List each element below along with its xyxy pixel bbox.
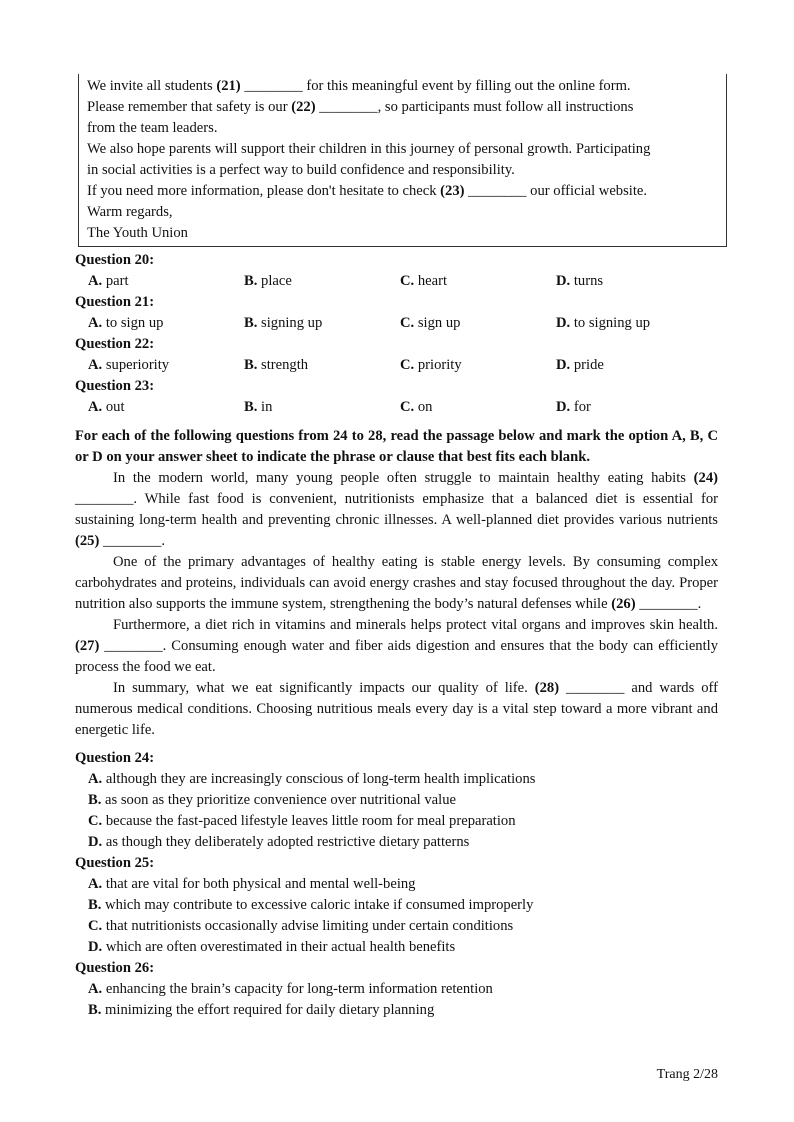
passage-paragraph: One of the primary advantages of healthy eating is stable energy levels. By consuming complex carbohydrates and proteins, individuals can avoid energy crashes and stay focused throughout the day. Proper nutrition also supports the immune system, strengthening the body’s natural defenses while (26) ________. [75,554,718,612]
question-options [75,397,718,418]
question-21 [75,292,718,334]
option-b[interactable]: B. signing up [244,315,323,331]
option-d[interactable]: D. to signing up [556,315,651,331]
letter-line: We invite all students (21) ________ for this meaningful event by filling out the online form. [87,78,631,94]
question-20 [75,250,718,292]
section-instruction: For each of the following questions from 24 to 28, read the passage below and mark the option A, B, C or D on your answer sheet to indicate the phrase or clause that best fits each blank. [75,428,718,465]
option-a[interactable]: A. although they are increasingly conscious of long-term health implications [88,771,536,787]
option-a[interactable]: A. superiority [88,357,170,373]
question-title: Question 24: [75,750,155,766]
option-a[interactable]: A. to sign up [88,315,164,331]
question-24 [75,748,718,853]
option-a[interactable]: A. part [88,273,129,289]
option-b[interactable]: B. which may contribute to excessive caloric intake if consumed improperly [88,897,534,913]
option-a[interactable]: A. out [88,399,125,415]
question-options [75,271,718,292]
exam-page [75,74,718,1021]
question-title: Question 25: [75,855,155,871]
question-title: Question 23: [75,378,155,394]
option-c[interactable]: C. that nutritionists occasionally advise limiting under certain conditions [88,918,514,934]
letter-line: in social activities is a perfect way to build confidence and responsibility. [87,162,515,178]
option-d[interactable]: D. as though they deliberately adopted restrictive dietary patterns [88,834,470,850]
option-c[interactable]: C. on [400,399,433,415]
passage-paragraph: Furthermore, a diet rich in vitamins and minerals helps protect vital organs and improves skin health. (27) ________. Consuming enough water and fiber aids digestion and ensures that the body can efficiently process the food we eat. [75,617,718,675]
letter-line: Please remember that safety is our (22) ________, so participants must follow all instructions [87,99,634,115]
option-d[interactable]: D. which are often overestimated in their actual health benefits [88,939,456,955]
question-title: Question 21: [75,294,155,310]
option-a[interactable]: A. that are vital for both physical and mental well-being [88,876,416,892]
question-title: Question 22: [75,336,155,352]
letter-line: The Youth Union [87,225,188,241]
option-d[interactable]: D. turns [556,273,604,289]
option-c[interactable]: C. sign up [400,315,461,331]
passage-paragraph: In summary, what we eat significantly impacts our quality of life. (28) ________ and wards off numerous medical conditions. Choosing nutritious meals every day is a vital step toward a more vibrant and energetic life. [75,680,719,738]
question-options [75,313,718,334]
option-c[interactable]: C. heart [400,273,448,289]
question-22 [75,334,718,376]
question-25 [75,853,718,958]
letter-line: We also hope parents will support their children in this journey of personal growth. Participating [87,141,651,157]
option-b[interactable]: B. in [244,399,273,415]
letter-line: from the team leaders. [87,120,218,136]
question-26 [75,958,718,1021]
question-title: Question 26: [75,960,155,976]
option-b[interactable]: B. place [244,273,292,289]
question-title: Question 20: [75,252,155,268]
option-c[interactable]: C. because the fast-paced lifestyle leaves little room for meal preparation [88,813,516,829]
letter-line: Warm regards, [87,204,173,220]
letter-line: If you need more information, please don't hesitate to check (23) ________ our official website. [87,183,648,199]
letter-box [78,74,727,247]
question-options [75,355,718,376]
option-c[interactable]: C. priority [400,357,462,373]
option-b[interactable]: B. strength [244,357,309,373]
option-d[interactable]: D. pride [556,357,604,373]
passage-paragraph: In the modern world, many young people often struggle to maintain healthy eating habits (24) ________. While fast food is convenient, nutritionists emphasize that a balanced diet is essential for sustaining long-term health and preventing chronic illnesses. A well-planned diet provides various nutrients (25) ________. [75,470,718,549]
question-23 [75,376,718,418]
page-number: Trang 2/28 [656,1067,718,1082]
option-d[interactable]: D. for [556,399,591,415]
option-a[interactable]: A. enhancing the brain’s capacity for long-term information retention [88,981,493,997]
option-b[interactable]: B. minimizing the effort required for daily dietary planning [88,1002,435,1018]
option-b[interactable]: B. as soon as they prioritize convenience over nutritional value [88,792,456,808]
